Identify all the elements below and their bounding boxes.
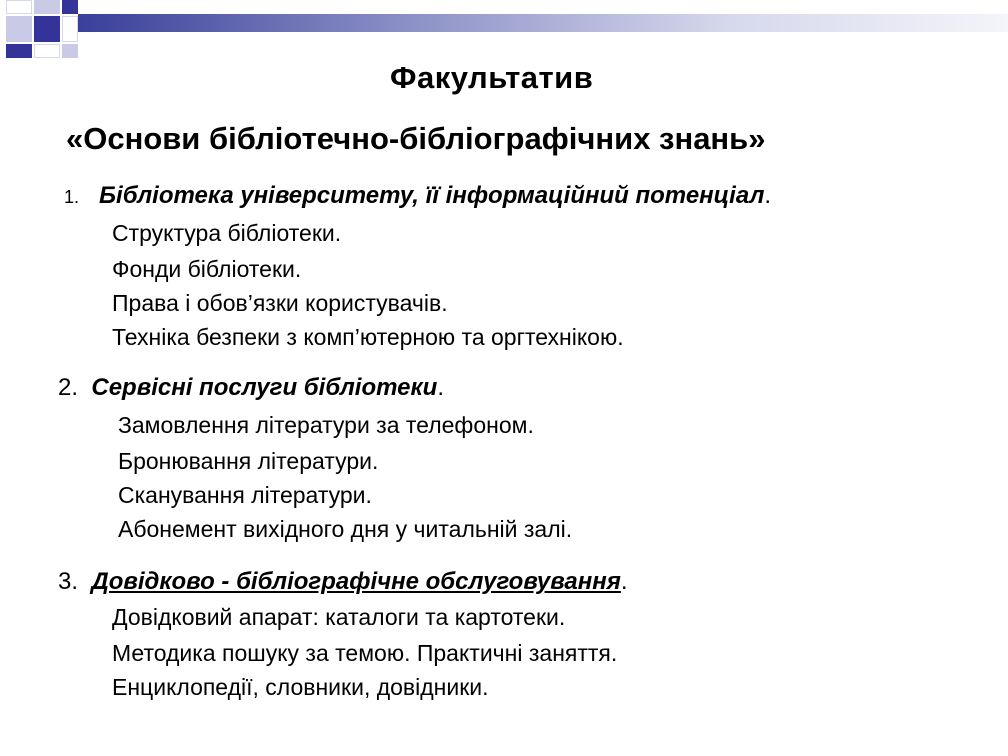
list-item: Замовлення літератури за телефоном. — [118, 412, 534, 438]
section-title: Бібліотека університету, її інформаційний потенціал — [99, 182, 765, 209]
slide-subtitle: «Основи бібліотечно-бібліографічних знань» — [66, 121, 766, 156]
decor-square — [6, 16, 32, 42]
section-heading — [58, 374, 444, 402]
decor-square — [34, 16, 60, 42]
list-item: Права і обов’язки користувачів. — [112, 290, 448, 316]
list-item: Фонди бібліотеки. — [112, 256, 302, 282]
section-title: Сервісні послуги бібліотеки — [91, 374, 438, 401]
decor-square — [6, 44, 32, 58]
decor-square — [62, 0, 78, 14]
list-item: Сканування літератури. — [118, 482, 372, 508]
decor-square — [6, 0, 32, 14]
decor-square — [34, 0, 60, 14]
list-item: Бронювання літератури. — [118, 448, 379, 474]
section-title: Довідково - бібліографічне обслуговування — [91, 568, 621, 595]
list-item: Абонемент вихідного дня у читальній залі. — [118, 516, 573, 542]
section-number: 1. — [64, 187, 80, 207]
section-title-end: . — [620, 568, 628, 595]
section-title-end: . — [764, 182, 772, 209]
decor-square — [62, 16, 78, 42]
slide-title: Факультатив — [390, 60, 594, 95]
header-decoration — [0, 0, 1008, 60]
decor-square — [62, 44, 78, 58]
header-gradient-band — [78, 14, 1008, 32]
list-item: Методика пошуку за темою. Практичні заняття. — [112, 640, 618, 666]
list-item: Техніка безпеки з комп’ютерною та оргтехнікою. — [112, 324, 624, 350]
section-heading — [58, 568, 628, 596]
list-item: Енциклопедії, словники, довідники. — [112, 674, 489, 700]
list-item: Довідковий апарат: каталоги та картотеки. — [112, 604, 566, 630]
list-item: Структура бібліотеки. — [112, 220, 342, 246]
section-number: 3. — [58, 568, 79, 595]
section-heading — [64, 182, 771, 210]
decor-square — [34, 44, 60, 58]
section-title-end: . — [437, 374, 445, 401]
section-number: 2. — [58, 374, 79, 401]
